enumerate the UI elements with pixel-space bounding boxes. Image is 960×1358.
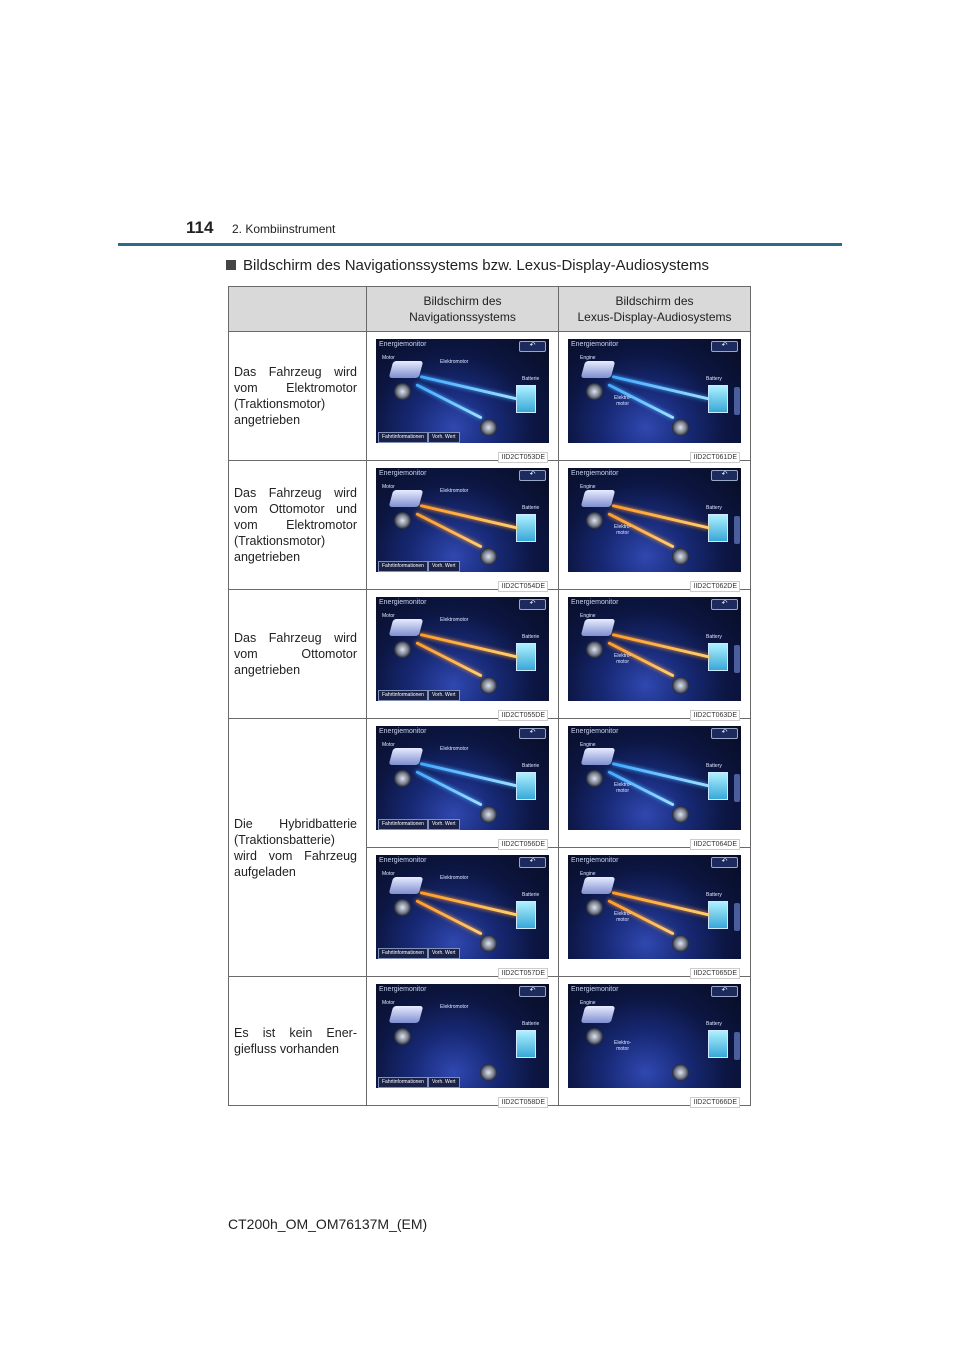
rear-wheel-icon: [672, 806, 689, 823]
battery-icon: [708, 643, 728, 671]
battery-label: Battery: [706, 634, 722, 640]
battery-icon: [708, 514, 728, 542]
energy-monitor-screenshot: [376, 468, 549, 572]
motor-label: Motor: [382, 484, 395, 490]
battery-icon: [516, 514, 536, 542]
energy-monitor-screenshot: [376, 984, 549, 1088]
rear-wheel-icon: [480, 548, 497, 565]
image-code: IID2CT057DE: [498, 968, 548, 979]
elektromotor-label: Elektromotor: [440, 488, 469, 494]
trip-info-tab: Fahrtinformationen: [378, 1077, 428, 1088]
back-button: ↶: [711, 986, 738, 997]
elektro-motor-label: Elektro- motor: [614, 395, 632, 407]
front-wheel-icon: [394, 770, 411, 787]
nav-screen-cell: [367, 719, 559, 848]
audio-screen-cell: [559, 848, 751, 977]
screen-title: Energiemonitor: [571, 857, 619, 864]
screen-title: Energiemonitor: [379, 986, 427, 993]
elektro-motor-label: Elektro- motor: [614, 1040, 632, 1052]
row-description: Die Hybridbatterie (Traktionsbatterie) wird vom Fahrzeug aufgeladen: [229, 719, 367, 977]
screen-title: Energiemonitor: [379, 599, 427, 606]
elektro-motor-label: Elektro- motor: [614, 653, 632, 665]
engine-graphic: [389, 748, 424, 765]
battery-icon: [516, 901, 536, 929]
back-button: ↶: [711, 599, 738, 610]
side-scroll-tab: [734, 774, 740, 802]
audio-screen: [568, 984, 741, 1106]
audio-screen: [568, 339, 741, 461]
front-wheel-icon: [586, 1028, 603, 1045]
page-number: 114: [186, 218, 214, 237]
front-wheel-icon: [586, 770, 603, 787]
previous-value-tab: Vorh. Wert: [428, 1077, 460, 1088]
elektromotor-label: Elektromotor: [440, 617, 469, 623]
screen-title: Energiemonitor: [571, 986, 619, 993]
audio-screen: [568, 726, 741, 848]
table-corner-cell: [229, 287, 367, 332]
audio-screen-cell: [559, 461, 751, 590]
image-code: IID2CT053DE: [498, 452, 548, 463]
motor-label: Motor: [382, 613, 395, 619]
back-button: ↶: [519, 986, 546, 997]
elektromotor-label: Elektromotor: [440, 875, 469, 881]
audio-screen: [568, 855, 741, 977]
row-description: Es ist kein Ener-giefluss vorhanden: [229, 977, 367, 1106]
rear-wheel-icon: [672, 935, 689, 952]
batterie-label: Batterie: [522, 505, 540, 511]
motor-label: Motor: [382, 1000, 395, 1006]
row-description: Das Fahrzeug wird vom Ottomotor und vom Elektromotor (Traktionsmotor) angetrieben: [229, 461, 367, 590]
engine-label: Engine: [580, 1000, 596, 1006]
engine-graphic: [389, 490, 424, 507]
rear-wheel-icon: [480, 1064, 497, 1081]
nav-screen-cell: [367, 590, 559, 719]
previous-value-tab: Vorh. Wert: [428, 432, 460, 443]
image-code: IID2CT058DE: [498, 1097, 548, 1108]
previous-value-tab: Vorh. Wert: [428, 948, 460, 959]
side-scroll-tab: [734, 903, 740, 931]
image-code: IID2CT063DE: [690, 710, 740, 721]
batterie-label: Batterie: [522, 763, 540, 769]
engine-label: Engine: [580, 613, 596, 619]
rear-wheel-icon: [480, 935, 497, 952]
battery-icon: [516, 643, 536, 671]
back-button: ↶: [519, 470, 546, 481]
battery-label: Battery: [706, 763, 722, 769]
engine-graphic: [389, 361, 424, 378]
table-row: [229, 332, 751, 461]
column-header-navigation: Bildschirm des Navigationssystems: [367, 287, 559, 332]
nav-screen: [376, 984, 549, 1106]
batterie-label: Batterie: [522, 376, 540, 382]
elektro-motor-label: Elektro- motor: [614, 524, 632, 536]
screen-title: Energiemonitor: [379, 470, 427, 477]
elektromotor-label: Elektromotor: [440, 359, 469, 365]
row-description: Das Fahrzeug wird vom Ottomotor angetrieben: [229, 590, 367, 719]
back-button: ↶: [711, 341, 738, 352]
previous-value-tab: Vorh. Wert: [428, 819, 460, 830]
back-button: ↶: [519, 728, 546, 739]
nav-screen: [376, 855, 549, 977]
nav-screen-cell: [367, 332, 559, 461]
chapter-title: 2. Kombiinstrument: [232, 222, 336, 236]
screen-title: Energiemonitor: [379, 728, 427, 735]
nav-screen: [376, 339, 549, 461]
energy-monitor-table: [228, 286, 751, 1106]
image-code: IID2CT065DE: [690, 968, 740, 979]
engine-graphic: [581, 619, 616, 636]
trip-info-tab: Fahrtinformationen: [378, 561, 428, 572]
rear-wheel-icon: [672, 1064, 689, 1081]
engine-graphic: [581, 877, 616, 894]
audio-screen-cell: [559, 719, 751, 848]
table-row: [229, 461, 751, 590]
front-wheel-icon: [394, 641, 411, 658]
back-button: ↶: [519, 857, 546, 868]
back-button: ↶: [711, 857, 738, 868]
square-bullet-icon: [226, 260, 236, 270]
motor-label: Motor: [382, 742, 395, 748]
rear-wheel-icon: [480, 806, 497, 823]
rear-wheel-icon: [480, 677, 497, 694]
engine-label: Engine: [580, 484, 596, 490]
trip-info-tab: Fahrtinformationen: [378, 690, 428, 701]
engine-graphic: [581, 361, 616, 378]
energy-monitor-screenshot: [568, 597, 741, 701]
energy-monitor-screenshot: [376, 726, 549, 830]
table-row: [229, 719, 751, 848]
motor-label: Motor: [382, 355, 395, 361]
battery-icon: [708, 1030, 728, 1058]
trip-info-tab: Fahrtinformationen: [378, 948, 428, 959]
energy-monitor-screenshot: [376, 597, 549, 701]
audio-screen-cell: [559, 977, 751, 1106]
previous-value-tab: Vorh. Wert: [428, 690, 460, 701]
batterie-label: Batterie: [522, 1021, 540, 1027]
back-button: ↶: [711, 470, 738, 481]
trip-info-tab: Fahrtinformationen: [378, 819, 428, 830]
energy-monitor-screenshot: [568, 339, 741, 443]
front-wheel-icon: [586, 512, 603, 529]
battery-icon: [516, 385, 536, 413]
engine-graphic: [389, 877, 424, 894]
battery-icon: [708, 901, 728, 929]
front-wheel-icon: [394, 383, 411, 400]
elektro-motor-label: Elektro- motor: [614, 911, 632, 923]
nav-screen: [376, 726, 549, 848]
engine-graphic: [581, 1006, 616, 1023]
screen-title: Energiemonitor: [379, 341, 427, 348]
rear-wheel-icon: [672, 677, 689, 694]
nav-screen-cell: [367, 848, 559, 977]
image-code: IID2CT062DE: [690, 581, 740, 592]
front-wheel-icon: [394, 1028, 411, 1045]
screen-title: Energiemonitor: [571, 341, 619, 348]
image-code: IID2CT055DE: [498, 710, 548, 721]
elektro-motor-label: Elektro- motor: [614, 782, 632, 794]
screen-title: Energiemonitor: [571, 470, 619, 477]
audio-screen: [568, 468, 741, 590]
battery-icon: [708, 385, 728, 413]
battery-label: Battery: [706, 892, 722, 898]
batterie-label: Batterie: [522, 634, 540, 640]
image-code: IID2CT056DE: [498, 839, 548, 850]
back-button: ↶: [519, 599, 546, 610]
energy-monitor-screenshot: [568, 726, 741, 830]
front-wheel-icon: [394, 512, 411, 529]
energy-monitor-screenshot: [568, 855, 741, 959]
audio-screen-cell: [559, 332, 751, 461]
image-code: IID2CT066DE: [690, 1097, 740, 1108]
nav-screen: [376, 597, 549, 719]
image-code: IID2CT064DE: [690, 839, 740, 850]
header-rule: [118, 243, 842, 246]
rear-wheel-icon: [672, 548, 689, 565]
engine-label: Engine: [580, 871, 596, 877]
battery-icon: [516, 1030, 536, 1058]
side-scroll-tab: [734, 516, 740, 544]
audio-screen: [568, 597, 741, 719]
battery-icon: [708, 772, 728, 800]
engine-graphic: [389, 619, 424, 636]
energy-monitor-screenshot: [376, 339, 549, 443]
battery-label: Battery: [706, 1021, 722, 1027]
screen-title: Energiemonitor: [571, 728, 619, 735]
nav-screen-cell: [367, 461, 559, 590]
table-row: [229, 977, 751, 1106]
battery-label: Battery: [706, 505, 722, 511]
front-wheel-icon: [586, 899, 603, 916]
battery-icon: [516, 772, 536, 800]
screen-title: Energiemonitor: [379, 857, 427, 864]
energy-monitor-screenshot: [568, 984, 741, 1088]
engine-label: Engine: [580, 355, 596, 361]
rear-wheel-icon: [672, 419, 689, 436]
energy-monitor-screenshot: [568, 468, 741, 572]
engine-graphic: [389, 1006, 424, 1023]
motor-label: Motor: [382, 871, 395, 877]
screen-title: Energiemonitor: [571, 599, 619, 606]
engine-label: Engine: [580, 742, 596, 748]
image-code: IID2CT054DE: [498, 581, 548, 592]
side-scroll-tab: [734, 1032, 740, 1060]
section-heading-text: Bildschirm des Navigationssystems bzw. Lexus-Display-Audiosystems: [243, 257, 709, 274]
side-scroll-tab: [734, 645, 740, 673]
nav-screen: [376, 468, 549, 590]
back-button: ↶: [519, 341, 546, 352]
side-scroll-tab: [734, 387, 740, 415]
elektromotor-label: Elektromotor: [440, 746, 469, 752]
nav-screen-cell: [367, 977, 559, 1106]
row-description: Das Fahrzeug wird vom Elektromotor (Traktionsmotor) angetrieben: [229, 332, 367, 461]
table-header-row: [229, 287, 751, 332]
section-heading: [226, 257, 709, 274]
rear-wheel-icon: [480, 419, 497, 436]
previous-value-tab: Vorh. Wert: [428, 561, 460, 572]
elektromotor-label: Elektromotor: [440, 1004, 469, 1010]
back-button: ↶: [711, 728, 738, 739]
trip-info-tab: Fahrtinformationen: [378, 432, 428, 443]
audio-screen-cell: [559, 590, 751, 719]
engine-graphic: [581, 748, 616, 765]
front-wheel-icon: [394, 899, 411, 916]
energy-monitor-screenshot: [376, 855, 549, 959]
front-wheel-icon: [586, 383, 603, 400]
document-code: CT200h_OM_OM76137M_(EM): [228, 1216, 428, 1232]
front-wheel-icon: [586, 641, 603, 658]
engine-graphic: [581, 490, 616, 507]
image-code: IID2CT061DE: [690, 452, 740, 463]
battery-label: Battery: [706, 376, 722, 382]
batterie-label: Batterie: [522, 892, 540, 898]
table-row: [229, 590, 751, 719]
column-header-audio: Bildschirm des Lexus-Display-Audiosystems: [559, 287, 751, 332]
